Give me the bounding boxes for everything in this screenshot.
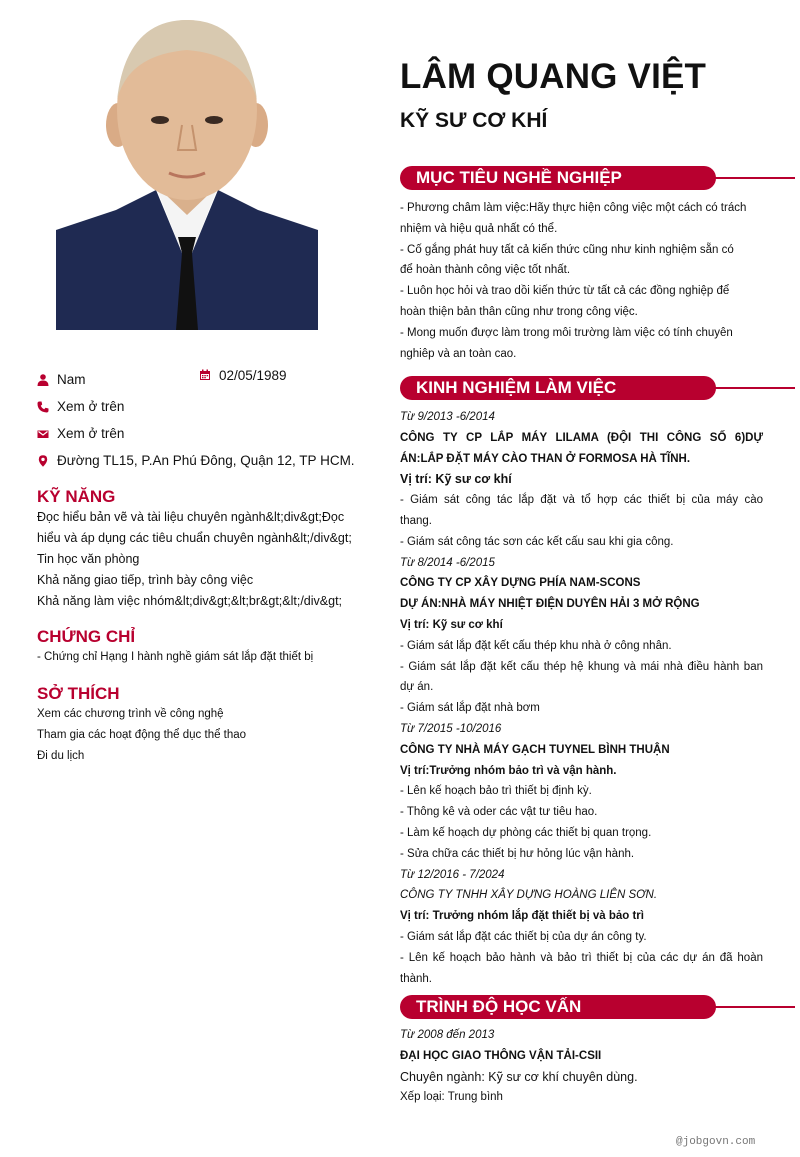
skills-title: KỸ NĂNG	[37, 487, 116, 506]
skill-line: Đọc hiểu bản vẽ và tài liệu chuyên ngành&lt;div&gt;Đọc	[37, 510, 345, 524]
address-value: Đường TL15, P.An Phú Đông, Quận 12, TP HCM.	[57, 453, 355, 468]
job-position: Vị trí: Kỹ sư cơ khí	[400, 472, 512, 487]
skill-line: hiểu và áp dụng các tiêu chuẩn chuyên ngành&lt;/div&gt;	[37, 531, 352, 545]
profile-photo	[56, 15, 318, 330]
education-date: Từ 2008 đến 2013	[400, 1029, 495, 1041]
phone-icon	[37, 401, 49, 413]
job-company: CÔNG TY NHÀ MÁY GẠCH TUYNEL BÌNH THUẬN	[400, 743, 670, 756]
job-position: Vị trí:Trưởng nhóm bảo trì và vận hành.	[400, 764, 617, 777]
job-entry	[400, 865, 763, 990]
objective-line: - Phương châm làm việc:Hãy thực hiện công việc một cách có trách	[400, 202, 747, 214]
objective-line: để hoàn thành công việc tốt nhất.	[400, 264, 571, 277]
job-duty: - Giám sát công tác sơn các kết cấu sau khi gia công.	[400, 535, 674, 548]
objective-header	[400, 166, 795, 190]
job-duty: thang.	[400, 514, 432, 527]
candidate-name: LÂM QUANG VIỆT	[400, 57, 707, 96]
hobby-line: Tham gia các hoạt động thể dục thể thao	[37, 729, 247, 741]
hobbies-title: SỞ THÍCH	[37, 684, 120, 703]
job-company: DỰ ÁN:NHÀ MÁY NHIỆT ĐIỆN DUYÊN HẢI 3 MỞ RỘNG	[400, 598, 700, 611]
education-major: Chuyên ngành: Kỹ sư cơ khí chuyên dùng.	[400, 1069, 638, 1084]
gender-value: Nam	[57, 372, 86, 387]
objective-title: MỤC TIÊU NGHỀ NGHIỆP	[400, 166, 716, 190]
skill-line: Tin học văn phòng	[37, 552, 140, 566]
hobbies-section	[37, 684, 377, 767]
job-position: Vị trí: Trưởng nhóm lắp đặt thiết bị và bảo trì	[400, 910, 644, 923]
education-school: ĐẠI HỌC GIAO THÔNG VẬN TẢI-CSII	[400, 1049, 602, 1062]
phone-item	[37, 393, 377, 420]
header-rule	[710, 177, 795, 179]
skill-line: Khả năng giao tiếp, trình bày công việc	[37, 573, 254, 587]
skill-line: Khả năng làm việc nhóm&lt;div&gt;&lt;br&gt;&lt;/div&gt;	[37, 594, 343, 608]
education-body	[400, 1025, 763, 1108]
education-header	[400, 995, 795, 1019]
job-duty: - Sửa chữa các thiết bị hư hỏng lúc vận hành.	[400, 847, 635, 860]
job-duty: thành.	[400, 972, 432, 985]
address-item	[37, 447, 377, 474]
objective-line: - Mong muốn được làm trong môi trường làm việc có tính chuyên	[400, 326, 733, 339]
objective-line: - Luôn học hỏi và trao dồi kiến thức từ tất cả các đồng nghiệp để	[400, 285, 730, 298]
email-value: Xem ở trên	[57, 426, 125, 441]
gender-item	[37, 372, 86, 387]
job-duty: - Thông kê và oder các vật tư tiêu hao.	[400, 806, 598, 819]
header-rule	[710, 1006, 795, 1008]
portrait-image	[56, 15, 318, 330]
hobby-line: Xem các chương trình về công nghệ	[37, 708, 224, 720]
job-duty: - Giám sát lắp đặt kết cấu thép khu nhà ở công nhân.	[400, 639, 672, 652]
user-icon	[37, 374, 49, 386]
job-duty: - Giám sát công tác lắp đặt và tổ hợp các thiết bị của máy cào	[400, 494, 763, 507]
objective-line: nhiệm và hiệu quả nhất có thể.	[400, 222, 558, 235]
experience-title: KINH NGHIỆM LÀM VIỆC	[400, 376, 716, 400]
watermark: @jobgovn.com	[676, 1136, 756, 1148]
certificate-line: - Chứng chỉ Hạng I hành nghề giám sát lắp đặt thiết bị	[37, 651, 314, 663]
header-rule	[710, 387, 795, 389]
contact-info	[37, 366, 377, 474]
hobby-line: Đi du lịch	[37, 750, 85, 762]
job-duty: - Làm kế hoạch dự phòng các thiết bị quan trọng.	[400, 826, 652, 839]
experience-body	[400, 407, 763, 989]
job-company: CÔNG TY TNHH XÂY DỰNG HOÀNG LIÊN SƠN.	[400, 889, 658, 902]
dob-value: 02/05/1989	[219, 367, 287, 383]
job-company: CÔNG TY CP XÂY DỰNG PHÍA NAM-SCONS	[400, 577, 641, 590]
job-position: Vị trí: Kỹ sư cơ khí	[400, 618, 503, 631]
email-item	[37, 420, 377, 447]
education-grade: Xếp loại: Trung bình	[400, 1091, 503, 1104]
job-duty: - Giám sát lắp đặt nhà bơm	[400, 702, 540, 715]
map-pin-icon	[37, 455, 49, 467]
job-entry	[400, 553, 763, 719]
dob-item	[199, 366, 287, 384]
job-company: ÁN:LẮP ĐẶT MÁY CÀO THAN Ở FORMOSA HÀ TĨNH.	[400, 452, 691, 465]
candidate-title: KỸ SƯ CƠ KHÍ	[400, 109, 548, 132]
certificates-section	[37, 627, 377, 668]
job-duty: - Lên kế hoạch bảo trì thiết bị định kỳ.	[400, 785, 592, 798]
skills-section	[37, 487, 377, 612]
job-duty: - Giám sát lắp đặt các thiết bị của dự án công ty.	[400, 930, 647, 943]
job-date: Từ 9/2013 -6/2014	[400, 411, 495, 423]
job-date: Từ 7/2015 -10/2016	[400, 722, 502, 735]
experience-header	[400, 376, 795, 400]
job-date: Từ 12/2016 - 7/2024	[400, 868, 505, 881]
job-entry	[400, 407, 763, 553]
objective-body	[400, 198, 763, 364]
education-title: TRÌNH ĐỘ HỌC VẤN	[400, 995, 716, 1019]
job-duty: - Giám sát lắp đặt kết cấu thép hệ khung và mái nhà điều hành ban	[400, 660, 763, 673]
job-duty: - Lên kế hoạch bảo hành và bảo trì thiết bị của các dự án đã hoàn	[400, 951, 763, 964]
phone-value: Xem ở trên	[57, 399, 125, 414]
certificates-title: CHỨNG CHỈ	[37, 627, 136, 646]
objective-line: - Cố gắng phát huy tất cả kiến thức cũng như kinh nghiệm sẵn có	[400, 243, 734, 256]
objective-line: hoàn thiện bản thân cũng như trong công việc.	[400, 305, 638, 318]
calendar-icon	[199, 369, 211, 381]
job-duty: dự án.	[400, 681, 434, 694]
job-entry	[400, 719, 763, 865]
objective-line: nghiêp và an toàn cao.	[400, 347, 517, 360]
job-company: CÔNG TY CP LẮP MÁY LILAMA (ĐỘI THI CÔNG SỐ 6)DỰ	[400, 431, 763, 444]
job-date: Từ 8/2014 -6/2015	[400, 556, 495, 569]
envelope-icon	[37, 428, 49, 440]
